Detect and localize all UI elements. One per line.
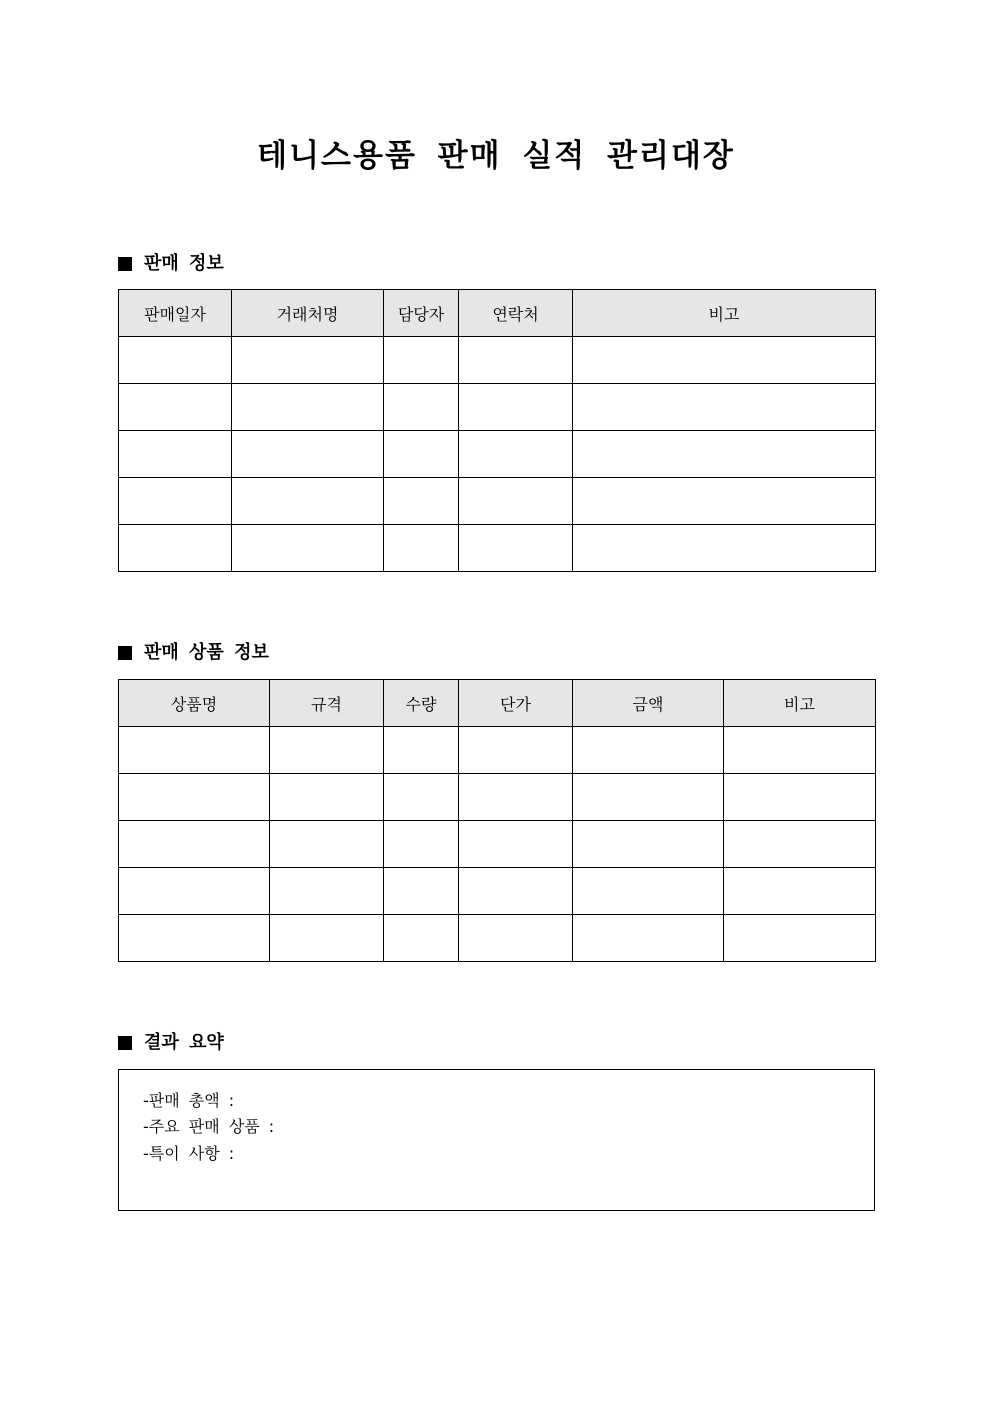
table-cell[interactable] [232, 337, 384, 384]
table-cell[interactable] [270, 727, 384, 774]
table-cell[interactable] [573, 821, 724, 868]
table-cell[interactable] [119, 727, 270, 774]
table-row [119, 478, 876, 525]
table-cell[interactable] [459, 525, 573, 572]
table-cell[interactable] [270, 821, 384, 868]
table-cell[interactable] [384, 727, 459, 774]
table-cell[interactable] [384, 478, 459, 525]
column-header-amount: 금액 [573, 680, 724, 727]
table-cell[interactable] [119, 337, 232, 384]
table-cell[interactable] [573, 384, 876, 431]
table-cell[interactable] [724, 774, 876, 821]
table-cell[interactable] [119, 384, 232, 431]
table-cell[interactable] [119, 525, 232, 572]
table-row [119, 821, 876, 868]
table-cell[interactable] [119, 431, 232, 478]
column-header-manager: 담당자 [384, 290, 459, 337]
table-cell[interactable] [724, 868, 876, 915]
column-header-remarks: 비고 [724, 680, 876, 727]
product-info-table [118, 679, 876, 962]
section-heading-sales-info [118, 251, 224, 277]
table-cell[interactable] [119, 915, 270, 962]
table-cell[interactable] [384, 774, 459, 821]
table-cell[interactable] [459, 915, 573, 962]
table-cell[interactable] [573, 868, 724, 915]
square-bullet-icon [118, 257, 132, 271]
table-cell[interactable] [459, 337, 573, 384]
column-header-quantity: 수량 [384, 680, 459, 727]
table-cell[interactable] [573, 915, 724, 962]
table-header-row [119, 680, 876, 727]
table-row [119, 431, 876, 478]
column-header-product-name: 상품명 [119, 680, 270, 727]
table-row [119, 727, 876, 774]
table-cell[interactable] [270, 868, 384, 915]
square-bullet-icon [118, 646, 132, 660]
table-cell[interactable] [232, 478, 384, 525]
column-header-client-name: 거래처명 [232, 290, 384, 337]
table-cell[interactable] [724, 821, 876, 868]
section-heading-label: 결과 요약 [144, 1032, 224, 1053]
table-cell[interactable] [459, 431, 573, 478]
table-cell[interactable] [573, 337, 876, 384]
table-cell[interactable] [232, 431, 384, 478]
table-cell[interactable] [384, 821, 459, 868]
column-header-spec: 규격 [270, 680, 384, 727]
document-title: 테니스용품 판매 실적 관리대장 [257, 138, 735, 174]
table-cell[interactable] [270, 915, 384, 962]
table-cell[interactable] [232, 384, 384, 431]
section-heading-label: 판매 상품 정보 [144, 642, 269, 663]
table-cell[interactable] [459, 868, 573, 915]
table-cell[interactable] [459, 821, 573, 868]
table-cell[interactable] [459, 727, 573, 774]
summary-special-notes: -특이 사항 : [143, 1144, 235, 1163]
column-header-remarks: 비고 [573, 290, 876, 337]
column-header-unit-price: 단가 [459, 680, 573, 727]
summary-total-sales: -판매 총액 : [143, 1091, 235, 1110]
table-cell[interactable] [573, 525, 876, 572]
table-cell[interactable] [459, 774, 573, 821]
table-cell[interactable] [573, 431, 876, 478]
section-heading-label: 판매 정보 [144, 253, 224, 274]
summary-box[interactable] [118, 1069, 875, 1211]
sales-info-table [118, 289, 876, 572]
table-row [119, 525, 876, 572]
table-cell[interactable] [384, 337, 459, 384]
table-cell[interactable] [459, 384, 573, 431]
table-cell[interactable] [459, 478, 573, 525]
summary-main-products: -주요 판매 상품 : [143, 1117, 275, 1136]
table-cell[interactable] [384, 915, 459, 962]
table-cell[interactable] [573, 727, 724, 774]
table-cell[interactable] [119, 821, 270, 868]
table-cell[interactable] [724, 915, 876, 962]
table-cell[interactable] [384, 868, 459, 915]
column-header-contact: 연락처 [459, 290, 573, 337]
table-cell[interactable] [232, 525, 384, 572]
table-row [119, 774, 876, 821]
table-row [119, 915, 876, 962]
table-row [119, 868, 876, 915]
table-cell[interactable] [119, 478, 232, 525]
table-cell[interactable] [119, 868, 270, 915]
table-cell[interactable] [384, 525, 459, 572]
column-header-sale-date: 판매일자 [119, 290, 232, 337]
table-cell[interactable] [724, 727, 876, 774]
table-cell[interactable] [384, 384, 459, 431]
square-bullet-icon [118, 1036, 132, 1050]
table-header-row [119, 290, 876, 337]
table-row [119, 337, 876, 384]
table-cell[interactable] [573, 478, 876, 525]
section-heading-product-info [118, 640, 269, 666]
table-cell[interactable] [573, 774, 724, 821]
table-cell[interactable] [384, 431, 459, 478]
section-heading-summary [118, 1030, 224, 1056]
table-row [119, 384, 876, 431]
table-cell[interactable] [270, 774, 384, 821]
table-cell[interactable] [119, 774, 270, 821]
